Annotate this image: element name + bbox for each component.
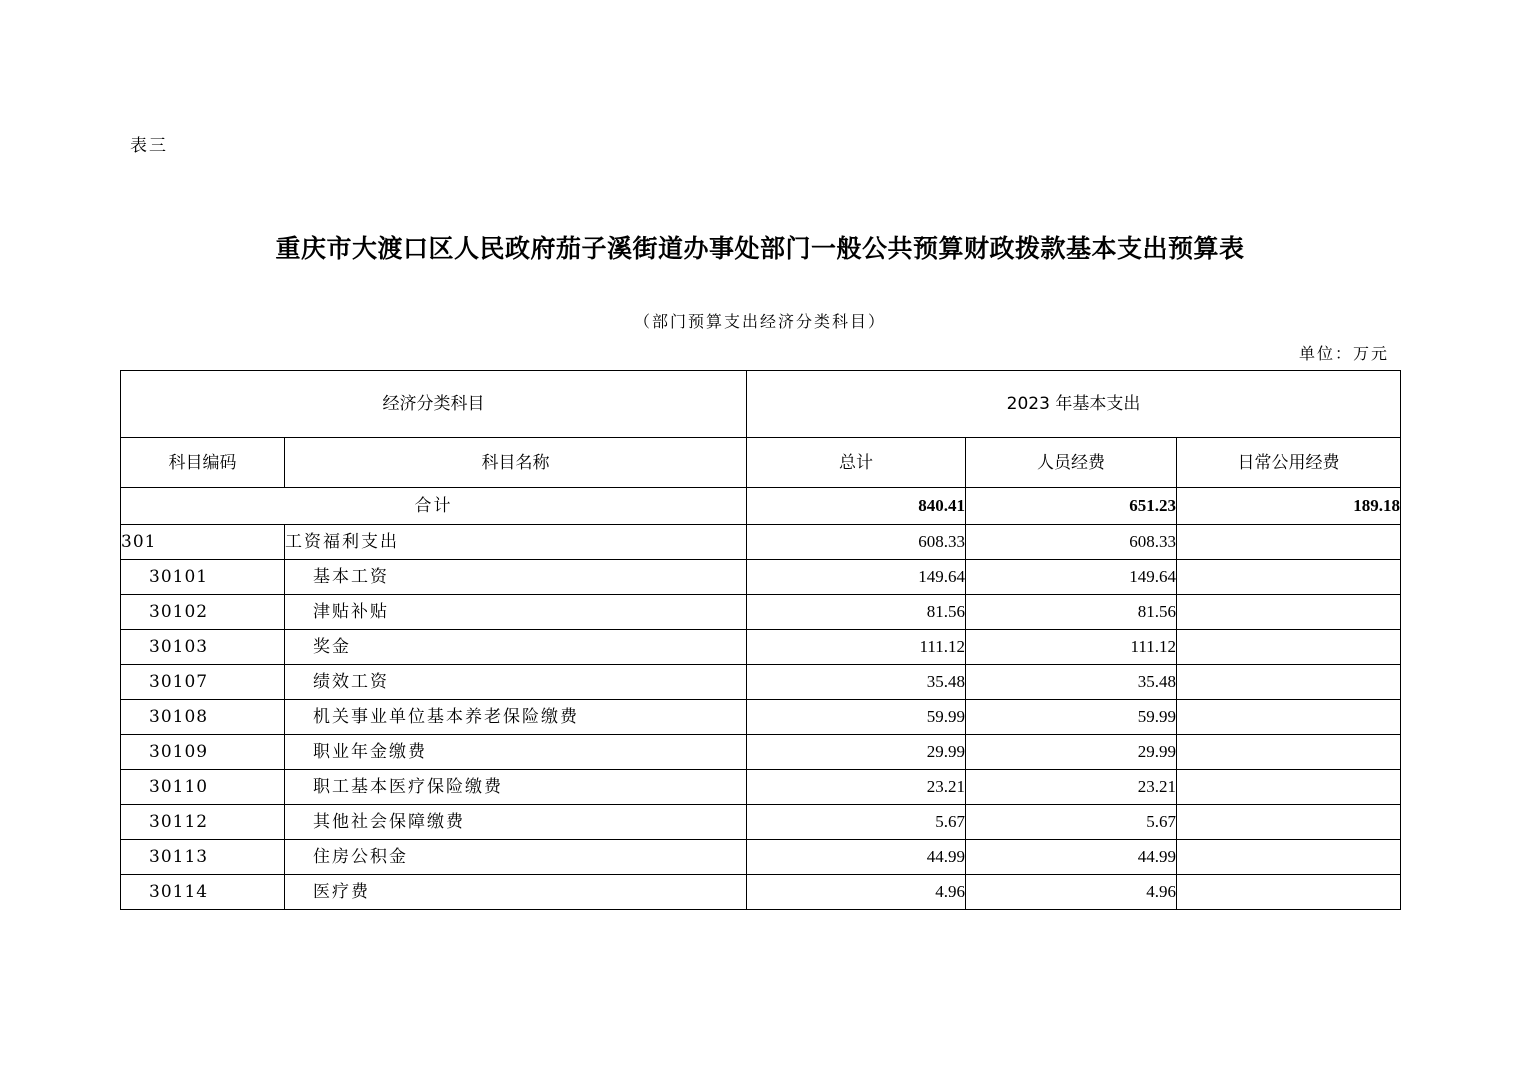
row-personnel: 23.21 [966, 770, 1177, 805]
row-code: 30103 [121, 630, 285, 665]
total-row [121, 488, 1401, 525]
table-row [121, 770, 1401, 805]
table-number-label: 表三 [130, 136, 168, 156]
total-public: 189.18 [1177, 488, 1401, 525]
row-code: 30108 [121, 700, 285, 735]
table-row [121, 630, 1401, 665]
row-name: 机关事业单位基本养老保险缴费 [285, 700, 747, 735]
row-code: 30110 [121, 770, 285, 805]
row-code: 30113 [121, 840, 285, 875]
header-basic-expenditure-2023: 2023 年基本支出 [747, 371, 1401, 438]
row-public [1177, 735, 1401, 770]
column-header-total: 总计 [747, 438, 966, 488]
row-name: 医疗费 [285, 875, 747, 910]
row-code: 30101 [121, 560, 285, 595]
row-personnel: 29.99 [966, 735, 1177, 770]
table-row [121, 700, 1401, 735]
row-code: 30102 [121, 595, 285, 630]
header-economic-classification: 经济分类科目 [121, 371, 747, 438]
row-total: 149.64 [747, 560, 966, 595]
row-name: 绩效工资 [285, 665, 747, 700]
column-header-row [121, 438, 1401, 488]
row-personnel: 608.33 [966, 525, 1177, 560]
row-total: 608.33 [747, 525, 966, 560]
row-total: 4.96 [747, 875, 966, 910]
row-public [1177, 665, 1401, 700]
table-row [121, 735, 1401, 770]
row-code: 30112 [121, 805, 285, 840]
row-personnel: 4.96 [966, 875, 1177, 910]
row-public [1177, 595, 1401, 630]
row-public [1177, 525, 1401, 560]
table-row [121, 665, 1401, 700]
total-sum: 840.41 [747, 488, 966, 525]
row-name: 职工基本医疗保险缴费 [285, 770, 747, 805]
table-row [121, 875, 1401, 910]
row-public [1177, 805, 1401, 840]
total-personnel: 651.23 [966, 488, 1177, 525]
column-header-code: 科目编码 [121, 438, 285, 488]
row-public [1177, 875, 1401, 910]
row-total: 35.48 [747, 665, 966, 700]
row-public [1177, 840, 1401, 875]
row-total: 44.99 [747, 840, 966, 875]
row-public [1177, 770, 1401, 805]
row-total: 59.99 [747, 700, 966, 735]
table-row [121, 525, 1401, 560]
row-code: 301 [121, 525, 285, 560]
table-row [121, 805, 1401, 840]
table-row [121, 560, 1401, 595]
row-total: 81.56 [747, 595, 966, 630]
table-row [121, 840, 1401, 875]
row-name: 奖金 [285, 630, 747, 665]
total-label: 合计 [121, 488, 747, 525]
group-header-row [121, 371, 1401, 438]
row-name: 住房公积金 [285, 840, 747, 875]
row-code: 30107 [121, 665, 285, 700]
column-header-name: 科目名称 [285, 438, 747, 488]
budget-table [120, 370, 1401, 910]
unit-label: 单位：万元 [1298, 344, 1389, 363]
row-name: 津贴补贴 [285, 595, 747, 630]
row-public [1177, 560, 1401, 595]
row-personnel: 35.48 [966, 665, 1177, 700]
row-total: 29.99 [747, 735, 966, 770]
row-personnel: 5.67 [966, 805, 1177, 840]
column-header-personnel: 人员经费 [966, 438, 1177, 488]
row-code: 30109 [121, 735, 285, 770]
row-total: 111.12 [747, 630, 966, 665]
row-public [1177, 630, 1401, 665]
row-personnel: 44.99 [966, 840, 1177, 875]
row-personnel: 59.99 [966, 700, 1177, 735]
document-title: 重庆市大渡口区人民政府茄子溪街道办事处部门一般公共预算财政拨款基本支出预算表 [275, 234, 1245, 263]
row-code: 30114 [121, 875, 285, 910]
column-header-public: 日常公用经费 [1177, 438, 1401, 488]
row-personnel: 111.12 [966, 630, 1177, 665]
table-row [121, 595, 1401, 630]
row-name: 职业年金缴费 [285, 735, 747, 770]
row-name: 工资福利支出 [285, 525, 747, 560]
row-name: 基本工资 [285, 560, 747, 595]
row-public [1177, 700, 1401, 735]
row-name: 其他社会保障缴费 [285, 805, 747, 840]
document-subtitle: （部门预算支出经济分类科目） [633, 312, 886, 331]
row-total: 23.21 [747, 770, 966, 805]
row-personnel: 81.56 [966, 595, 1177, 630]
row-personnel: 149.64 [966, 560, 1177, 595]
row-total: 5.67 [747, 805, 966, 840]
